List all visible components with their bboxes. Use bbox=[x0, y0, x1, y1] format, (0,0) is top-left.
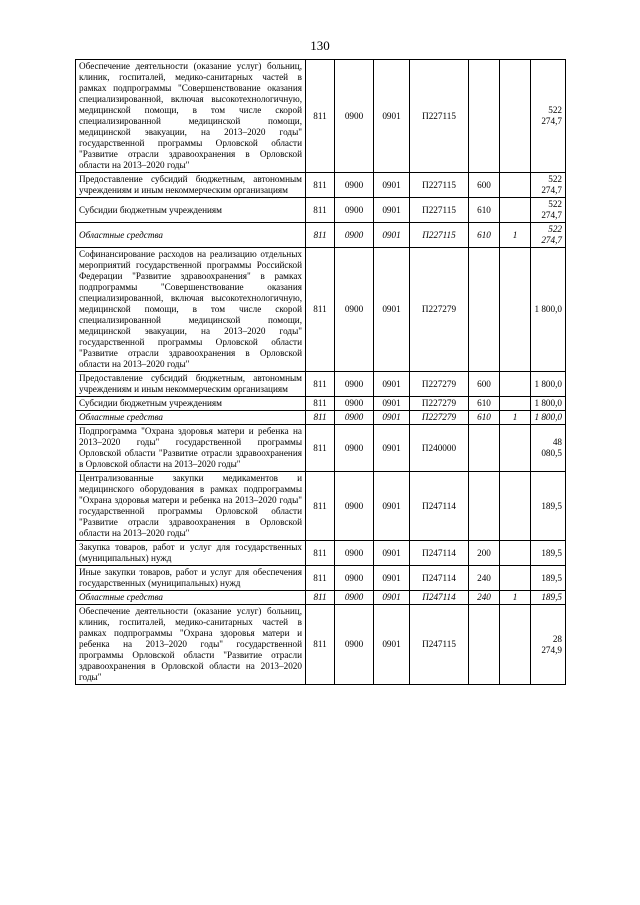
target-article-code-cell: П227279 bbox=[410, 397, 469, 411]
table-row bbox=[76, 591, 566, 605]
ministry-code-cell: 811 bbox=[306, 566, 335, 591]
section-code-cell: 0900 bbox=[335, 372, 374, 397]
subsection-code-cell: 0901 bbox=[374, 605, 410, 685]
funding-source-code-cell bbox=[500, 605, 531, 685]
item-name-cell: Софинансирование расходов на реализацию отдельных мероприятий государственной программы Российской Федерации "Развитие здравоохранения" в рамках подпрограммы "Совершенствование оказания специализированной, включая высокотехнологичную, медицинской помощи, в том числе скорой специализированной медицинской помощи, медицинской эвакуации, на 2013–2020 годы" государственной программы Орловской области "Развитие отрасли здравоохранения в Орловской области на 2013–2020 годы" bbox=[76, 248, 306, 372]
item-name-cell: Субсидии бюджетным учреждениям bbox=[76, 198, 306, 223]
funding-source-code-cell: 1 bbox=[500, 591, 531, 605]
item-name-cell: Подпрограмма "Охрана здоровья матери и ребенка на 2013–2020 годы" государственной программы Орловской области "Развитие отрасли здравоохранения в Орловской области на 2013–2020 годы" bbox=[76, 425, 306, 472]
expense-type-code-cell: 610 bbox=[469, 411, 500, 425]
target-article-code-cell: П247114 bbox=[410, 541, 469, 566]
table-row bbox=[76, 541, 566, 566]
target-article-code-cell: П227115 bbox=[410, 173, 469, 198]
subsection-code-cell: 0901 bbox=[374, 198, 410, 223]
table-row bbox=[76, 566, 566, 591]
table-row bbox=[76, 605, 566, 685]
expense-type-code-cell bbox=[469, 425, 500, 472]
item-name-cell: Областные средства bbox=[76, 591, 306, 605]
target-article-code-cell: П247114 bbox=[410, 591, 469, 605]
funding-source-code-cell bbox=[500, 566, 531, 591]
item-name-cell: Субсидии бюджетным учреждениям bbox=[76, 397, 306, 411]
ministry-code-cell: 811 bbox=[306, 60, 335, 173]
target-article-code-cell: П227115 bbox=[410, 198, 469, 223]
funding-source-code-cell bbox=[500, 173, 531, 198]
expense-type-code-cell: 240 bbox=[469, 591, 500, 605]
funding-source-code-cell bbox=[500, 541, 531, 566]
amount-cell: 1 800,0 bbox=[531, 411, 566, 425]
item-name-cell: Предоставление субсидий бюджетным, автономным учреждениям и иным некоммерческим организациям bbox=[76, 372, 306, 397]
expense-type-code-cell bbox=[469, 248, 500, 372]
amount-cell: 189,5 bbox=[531, 541, 566, 566]
section-code-cell: 0900 bbox=[335, 566, 374, 591]
section-code-cell: 0900 bbox=[335, 591, 374, 605]
funding-source-code-cell: 1 bbox=[500, 223, 531, 248]
target-article-code-cell: П227115 bbox=[410, 223, 469, 248]
table-row bbox=[76, 425, 566, 472]
amount-cell: 522 274,7 bbox=[531, 198, 566, 223]
item-name-cell: Иные закупки товаров, работ и услуг для обеспечения государственных (муниципальных) нужд bbox=[76, 566, 306, 591]
item-name-cell: Обеспечение деятельности (оказание услуг) больниц, клиник, госпиталей, медико-санитарных частей в рамках подпрограммы "Совершенствование оказания специализированной, включая высокотехнологичную, медицинской помощи, в том числе скорой специализированной медицинской помощи, медицинской эвакуации, на 2013–2020 годы" государственной программы Орловской области "Развитие отрасли здравоохранения в Орловской области на 2013–2020 годы" bbox=[76, 60, 306, 173]
subsection-code-cell: 0901 bbox=[374, 372, 410, 397]
ministry-code-cell: 811 bbox=[306, 248, 335, 372]
amount-cell: 28 274,9 bbox=[531, 605, 566, 685]
table-body bbox=[76, 60, 566, 685]
table-row bbox=[76, 173, 566, 198]
ministry-code-cell: 811 bbox=[306, 198, 335, 223]
target-article-code-cell: П247115 bbox=[410, 605, 469, 685]
funding-source-code-cell bbox=[500, 425, 531, 472]
target-article-code-cell: П227279 bbox=[410, 248, 469, 372]
budget-table bbox=[75, 59, 566, 685]
item-name-cell: Областные средства bbox=[76, 223, 306, 248]
subsection-code-cell: 0901 bbox=[374, 60, 410, 173]
funding-source-code-cell bbox=[500, 397, 531, 411]
amount-cell: 522 274,7 bbox=[531, 173, 566, 198]
section-code-cell: 0900 bbox=[335, 605, 374, 685]
subsection-code-cell: 0901 bbox=[374, 411, 410, 425]
table-row bbox=[76, 372, 566, 397]
item-name-cell: Обеспечение деятельности (оказание услуг) больниц, клиник, госпиталей, медико-санитарных частей в рамках подпрограммы "Охрана здоровья матери и ребенка на 2013–2020 годы" государственной программы Орловской области "Развитие отрасли здравоохранения в Орловской области на 2013–2020 годы" bbox=[76, 605, 306, 685]
expense-type-code-cell: 600 bbox=[469, 372, 500, 397]
subsection-code-cell: 0901 bbox=[374, 173, 410, 198]
table-row bbox=[76, 411, 566, 425]
table-row bbox=[76, 198, 566, 223]
target-article-code-cell: П227115 bbox=[410, 60, 469, 173]
expense-type-code-cell: 610 bbox=[469, 198, 500, 223]
funding-source-code-cell: 1 bbox=[500, 411, 531, 425]
target-article-code-cell: П247114 bbox=[410, 472, 469, 541]
subsection-code-cell: 0901 bbox=[374, 248, 410, 372]
target-article-code-cell: П227279 bbox=[410, 372, 469, 397]
expense-type-code-cell bbox=[469, 60, 500, 173]
amount-cell: 1 800,0 bbox=[531, 397, 566, 411]
ministry-code-cell: 811 bbox=[306, 425, 335, 472]
section-code-cell: 0900 bbox=[335, 472, 374, 541]
amount-cell: 189,5 bbox=[531, 566, 566, 591]
ministry-code-cell: 811 bbox=[306, 605, 335, 685]
target-article-code-cell: П227279 bbox=[410, 411, 469, 425]
amount-cell: 522 274,7 bbox=[531, 223, 566, 248]
expense-type-code-cell: 600 bbox=[469, 173, 500, 198]
ministry-code-cell: 811 bbox=[306, 173, 335, 198]
section-code-cell: 0900 bbox=[335, 425, 374, 472]
ministry-code-cell: 811 bbox=[306, 541, 335, 566]
item-name-cell: Областные средства bbox=[76, 411, 306, 425]
subsection-code-cell: 0901 bbox=[374, 566, 410, 591]
subsection-code-cell: 0901 bbox=[374, 223, 410, 248]
amount-cell: 48 080,5 bbox=[531, 425, 566, 472]
ministry-code-cell: 811 bbox=[306, 472, 335, 541]
table-row bbox=[76, 472, 566, 541]
table-row bbox=[76, 223, 566, 248]
funding-source-code-cell bbox=[500, 372, 531, 397]
ministry-code-cell: 811 bbox=[306, 397, 335, 411]
section-code-cell: 0900 bbox=[335, 411, 374, 425]
section-code-cell: 0900 bbox=[335, 541, 374, 566]
amount-cell: 1 800,0 bbox=[531, 372, 566, 397]
subsection-code-cell: 0901 bbox=[374, 541, 410, 566]
ministry-code-cell: 811 bbox=[306, 223, 335, 248]
section-code-cell: 0900 bbox=[335, 198, 374, 223]
amount-cell: 189,5 bbox=[531, 591, 566, 605]
expense-type-code-cell: 610 bbox=[469, 397, 500, 411]
expense-type-code-cell bbox=[469, 472, 500, 541]
section-code-cell: 0900 bbox=[335, 223, 374, 248]
amount-cell: 1 800,0 bbox=[531, 248, 566, 372]
table-row bbox=[76, 60, 566, 173]
expense-type-code-cell: 610 bbox=[469, 223, 500, 248]
table-row bbox=[76, 397, 566, 411]
section-code-cell: 0900 bbox=[335, 248, 374, 372]
funding-source-code-cell bbox=[500, 472, 531, 541]
section-code-cell: 0900 bbox=[335, 173, 374, 198]
section-code-cell: 0900 bbox=[335, 397, 374, 411]
ministry-code-cell: 811 bbox=[306, 372, 335, 397]
target-article-code-cell: П240000 bbox=[410, 425, 469, 472]
item-name-cell: Предоставление субсидий бюджетным, автономным учреждениям и иным некоммерческим организациям bbox=[76, 173, 306, 198]
expense-type-code-cell: 200 bbox=[469, 541, 500, 566]
table-row bbox=[76, 248, 566, 372]
expense-type-code-cell: 240 bbox=[469, 566, 500, 591]
section-code-cell: 0900 bbox=[335, 60, 374, 173]
funding-source-code-cell bbox=[500, 248, 531, 372]
subsection-code-cell: 0901 bbox=[374, 425, 410, 472]
item-name-cell: Закупка товаров, работ и услуг для государственных (муниципальных) нужд bbox=[76, 541, 306, 566]
funding-source-code-cell bbox=[500, 198, 531, 223]
amount-cell: 189,5 bbox=[531, 472, 566, 541]
subsection-code-cell: 0901 bbox=[374, 397, 410, 411]
ministry-code-cell: 811 bbox=[306, 591, 335, 605]
subsection-code-cell: 0901 bbox=[374, 591, 410, 605]
ministry-code-cell: 811 bbox=[306, 411, 335, 425]
expense-type-code-cell bbox=[469, 605, 500, 685]
amount-cell: 522 274,7 bbox=[531, 60, 566, 173]
target-article-code-cell: П247114 bbox=[410, 566, 469, 591]
funding-source-code-cell bbox=[500, 60, 531, 173]
page-number: 130 bbox=[310, 38, 330, 53]
subsection-code-cell: 0901 bbox=[374, 472, 410, 541]
item-name-cell: Централизованные закупки медикаментов и медицинского оборудования в рамках подпрограммы "Охрана здоровья матери и ребенка на 2013–2020 годы" государственной программы Орловской области "Развитие отрасли здравоохранения в Орловской области на 2013–2020 годы" bbox=[76, 472, 306, 541]
